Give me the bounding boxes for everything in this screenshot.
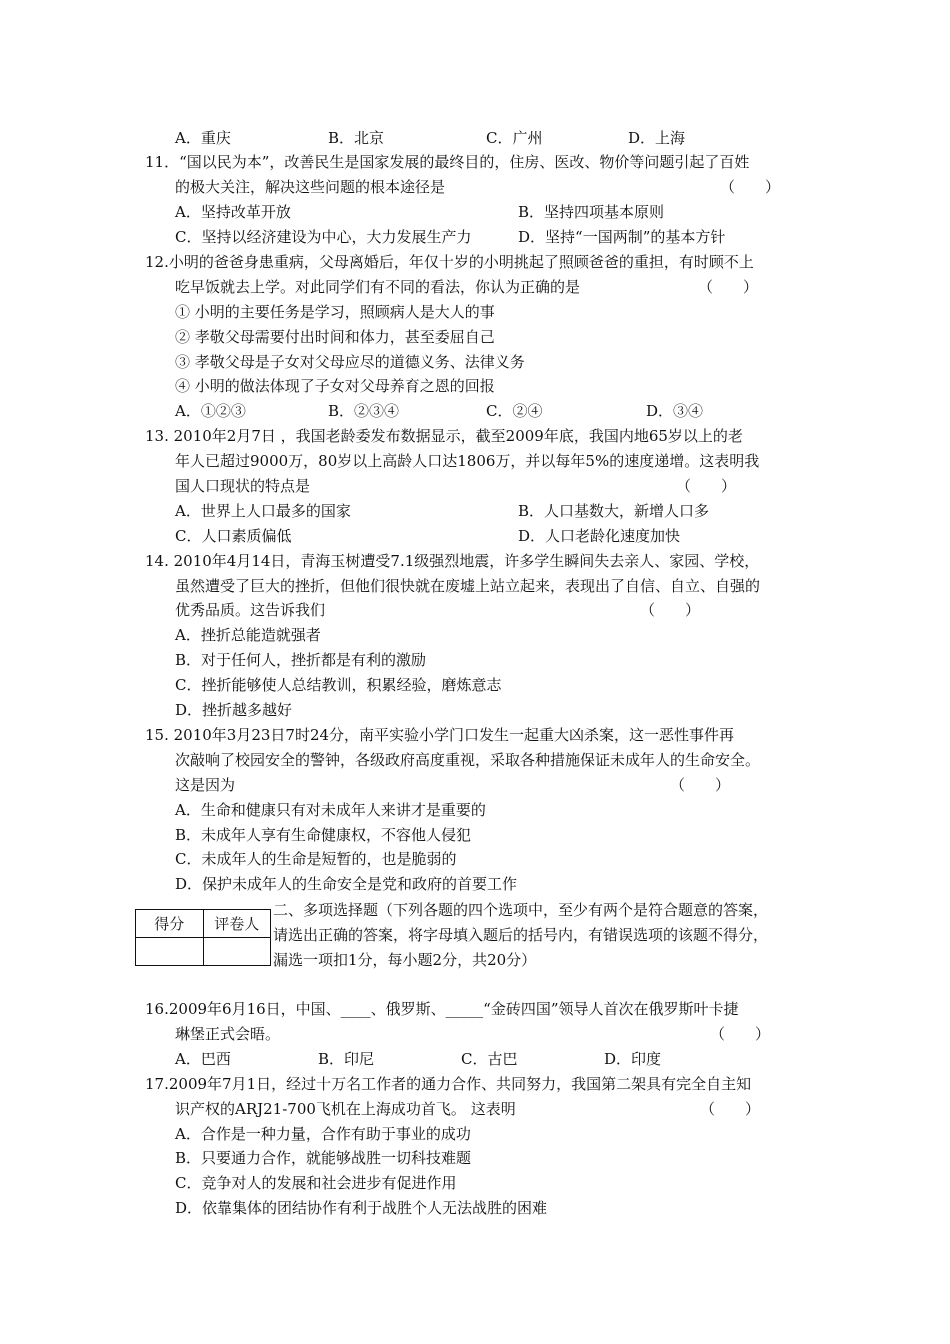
option-d: D．依靠集体的团结协作有利于战胜个人无法战胜的困难: [175, 1199, 548, 1217]
score-cell[interactable]: [136, 938, 204, 966]
option-c: C．②④: [486, 402, 543, 420]
option-c: C．人口素质偏低: [175, 527, 292, 545]
option-a: A．坚持改革开放: [175, 203, 291, 221]
question-stem-line: 识产权的ARJ21-700飞机在上海成功首飞。 这表明: [175, 1100, 516, 1118]
option-d: D．保护未成年人的生命安全是党和政府的首要工作: [175, 875, 518, 893]
answer-paren: （ ）: [676, 477, 737, 495]
question-stem-line: 年人已超过9000万，80岁以上高龄人口达1806万，并以每年5%的速度递增。这表明我: [175, 452, 760, 470]
question-stem-line: 次敲响了校园安全的警钟，各级政府高度重视，采取各种措施保证未成年人的生命安全。: [175, 751, 761, 769]
option-d: D．坚持“一国两制”的基本方针: [518, 228, 726, 246]
score-table: [135, 909, 271, 966]
question-stem-line: 琳堡正式会晤。: [175, 1025, 281, 1043]
option-c: C．坚持以经济建设为中心，大力发展生产力: [175, 228, 472, 246]
question-stem-line: 13. 2010年2月7日 ，我国老龄委发布数据显示，截至2009年底，我国内地65岁以上的老: [145, 427, 743, 445]
question-stem-line: 这是因为: [175, 776, 236, 794]
option-d: D．人口老龄化速度加快: [518, 527, 681, 545]
question-stem-line: 11．“国以民为本”，改善民生是国家发展的最终目的，住房、医改、物价等问题引起了百姓: [145, 153, 750, 171]
section-heading-line: 漏选一项扣1分，每小题2分，共20分）: [273, 951, 537, 969]
option-d: D．印度: [604, 1050, 662, 1068]
option-c: C．挫折能够使人总结教训，积累经验，磨炼意志: [175, 676, 502, 694]
option-a: A．巴西: [175, 1050, 231, 1068]
option-a: A．合作是一种力量，合作有助于事业的成功: [175, 1125, 471, 1143]
option-c: C．广州: [486, 129, 543, 147]
question-stem-line: 国人口现状的特点是: [175, 477, 311, 495]
option-b: B．未成年人享有生命健康权，不容他人侵犯: [175, 826, 472, 844]
question-stem-line: 吃早饭就去上学。对此同学们有不同的看法，你认为正确的是: [175, 278, 581, 296]
option-b: B．②③④: [328, 402, 400, 420]
grader-cell[interactable]: [203, 938, 271, 966]
option-c: C．未成年人的生命是短暂的，也是脆弱的: [175, 850, 457, 868]
question-stem-line: 的极大关注，解决这些问题的根本途径是: [175, 178, 446, 196]
answer-paren: （ ）: [670, 776, 731, 794]
option-a: A．生命和健康只有对未成年人来讲才是重要的: [175, 801, 486, 819]
answer-paren: （ ）: [700, 1100, 761, 1118]
option-b: B．北京: [328, 129, 385, 147]
answer-paren: （ ）: [720, 178, 781, 196]
option-d: D．挫折越多越好: [175, 701, 293, 719]
option-c: C．竞争对人的发展和社会进步有促进作用: [175, 1174, 457, 1192]
option-a: A．①②③: [175, 402, 246, 420]
answer-paren: （ ）: [710, 1025, 771, 1043]
score-header: 得分: [136, 910, 204, 938]
answer-paren: （ ）: [698, 278, 759, 296]
question-stem-line: 15. 2010年3月23日7时24分，南平实验小学门口发生一起重大凶杀案，这一恶性事件再: [145, 726, 735, 744]
option-b: B．印尼: [318, 1050, 375, 1068]
option-c: C．古巴: [461, 1050, 518, 1068]
statement-item: ① 小明的主要任务是学习，照顾病人是大人的事: [175, 303, 495, 321]
question-stem-line: 虽然遭受了巨大的挫折，但他们很快就在废墟上站立起来，表现出了自信、自立、自强的: [175, 577, 761, 595]
question-stem-line: 14. 2010年4月14日，青海玉树遭受7.1级强烈地震，许多学生瞬间失去亲人、家园、学校，: [145, 552, 760, 570]
statement-item: ④ 小明的做法体现了子女对父母养育之恩的回报: [175, 377, 495, 395]
grader-header: 评卷人: [203, 910, 271, 938]
question-stem-line: 17.2009年7月1日，经过十万名工作者的通力合作、共同努力，我国第二架具有完全自主知: [145, 1075, 752, 1093]
option-a: A．世界上人口最多的国家: [175, 502, 351, 520]
section-heading-line: 二、多项选择题（下列各题的四个选项中，至少有两个是符合题意的答案，: [273, 901, 769, 919]
statement-item: ③ 孝敬父母是子女对父母应尽的道德义务、法律义务: [175, 353, 525, 371]
answer-paren: （ ）: [640, 601, 701, 619]
option-a: A．挫折总能造就强者: [175, 626, 321, 644]
option-b: B．对于任何人，挫折都是有利的激励: [175, 651, 427, 669]
option-b: B．坚持四项基本原则: [518, 203, 665, 221]
option-a: A．重庆: [175, 129, 231, 147]
section-heading-line: 请选出正确的答案，将字母填入题后的括号内，有错误选项的该题不得分，: [273, 926, 769, 944]
option-b: B．人口基数大，新增人口多: [518, 502, 710, 520]
option-b: B．只要通力合作，就能够战胜一切科技难题: [175, 1149, 472, 1167]
option-d: D．③④: [646, 402, 704, 420]
question-stem-line: 优秀品质。这告诉我们: [175, 601, 326, 619]
question-stem-line: 12.小明的爸爸身患重病，父母离婚后，年仅十岁的小明挑起了照顾爸爸的重担，有时顾不上: [145, 253, 754, 271]
question-stem-line: 16.2009年6月16日，中国、____、俄罗斯、_____“金砖四国”领导人首次在俄罗斯叶卡捷: [145, 1000, 739, 1018]
option-d: D．上海: [628, 129, 686, 147]
statement-item: ② 孝敬父母需要付出时间和体力，甚至委屈自己: [175, 328, 495, 346]
